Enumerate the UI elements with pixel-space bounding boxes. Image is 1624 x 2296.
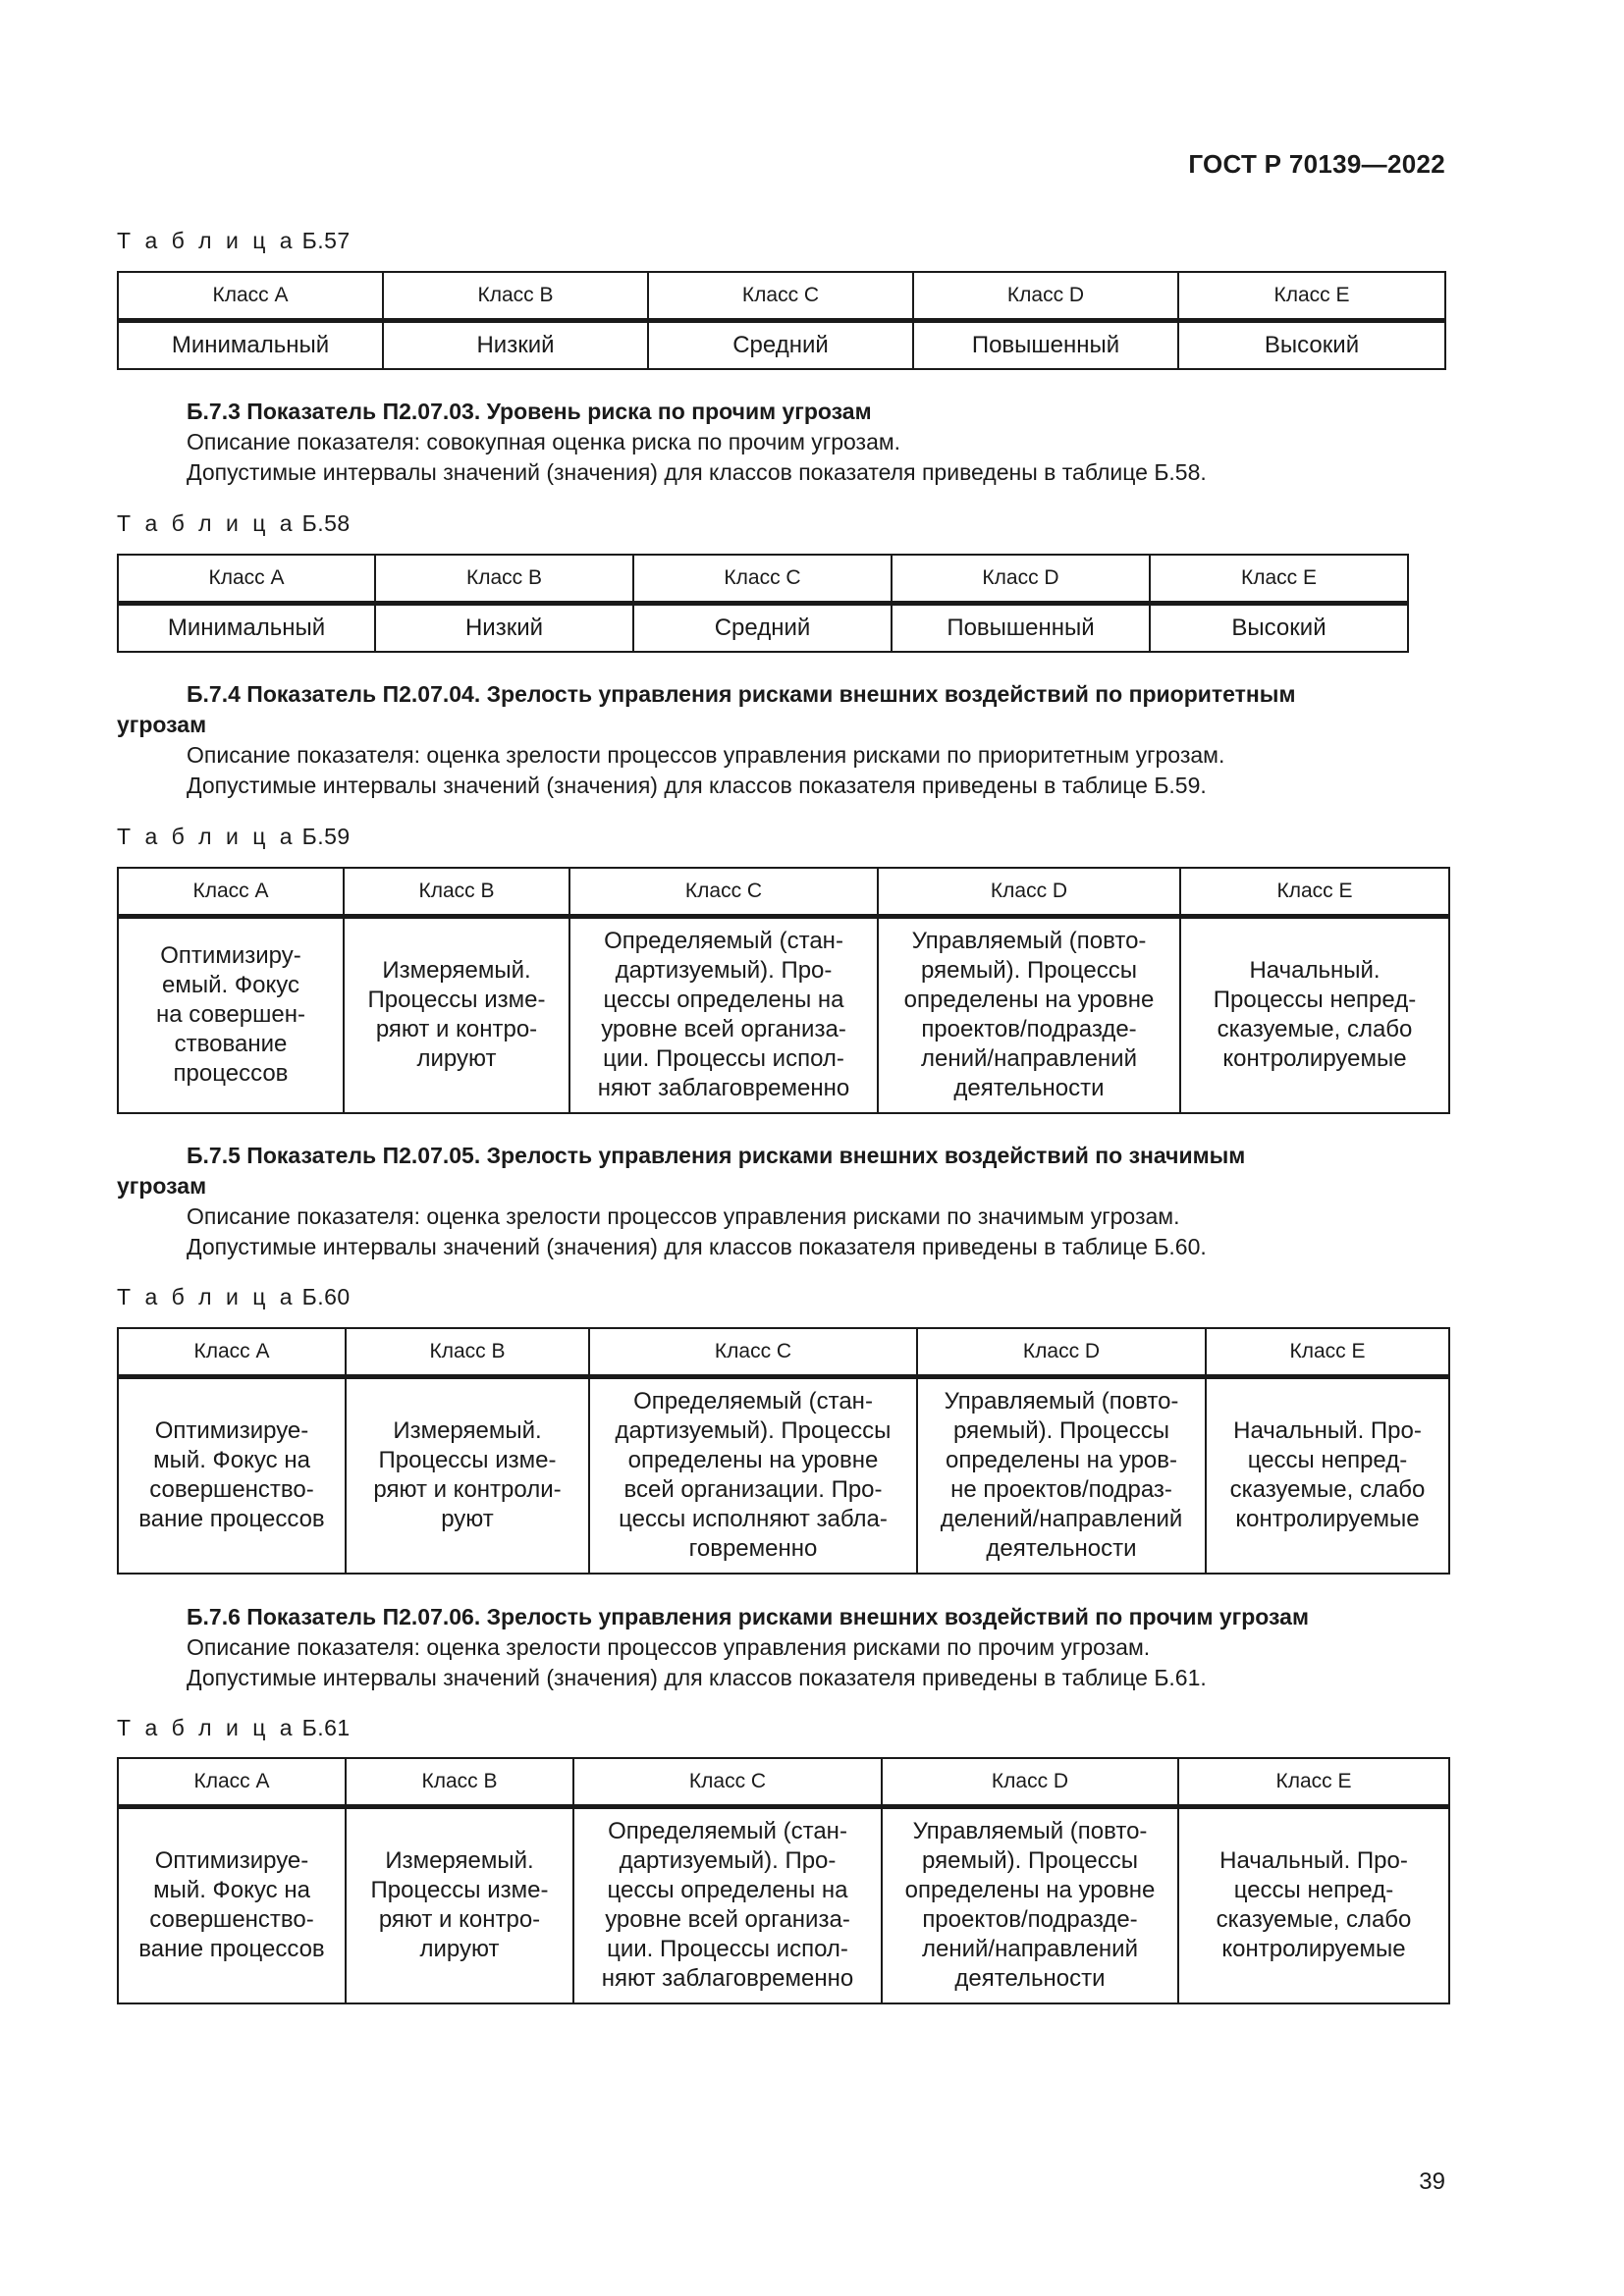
cell-class-d: Управляемый (повто- ряемый). Процессы определены на уровне проектов/подразде- лений/направлений деятельности: [882, 1807, 1178, 2003]
header-class-a: Класс A: [118, 1328, 346, 1377]
header-class-a: Класс A: [118, 868, 344, 917]
table-header-row: [118, 868, 1449, 917]
table-b58: [117, 554, 1409, 653]
caption-number: Б.57: [301, 228, 351, 253]
header-class-c: Класс C: [633, 555, 892, 604]
cell-class-d: Управляемый (повто- ряемый). Процессы определены на уров- не проектов/подраз- делений/направлений деятельности: [917, 1377, 1206, 1574]
section-description-b74: Описание показателя: оценка зрелости процессов управления рисками по приоритетным угрозам.: [187, 742, 1225, 768]
caption-number: Б.58: [301, 510, 351, 536]
cell-class-a: Оптимизиру- емый. Фокус на совершен- ствование процессов: [118, 917, 344, 1113]
header-class-d: Класс D: [892, 555, 1150, 604]
section-title-cont-b74: угрозам: [117, 712, 207, 737]
header-class-d: Класс D: [917, 1328, 1206, 1377]
table-row: [118, 1377, 1449, 1574]
header-class-d: Класс D: [913, 272, 1178, 321]
table-header-row: [118, 1328, 1449, 1377]
caption-number: Б.61: [301, 1715, 351, 1740]
header-class-c: Класс C: [573, 1758, 882, 1807]
section-title-b76: Б.7.6 Показатель П2.07.06. Зрелость управления рисками внешних воздействий по прочим угрозам: [187, 1604, 1309, 1629]
header-class-d: Класс D: [882, 1758, 1178, 1807]
cell-class-b: Измеряемый. Процессы изме- ряют и контроли- руют: [346, 1377, 589, 1574]
section-title-b75: Б.7.5 Показатель П2.07.05. Зрелость управления рисками внешних воздействий по значимым: [187, 1143, 1246, 1168]
section-description-b75: Описание показателя: оценка зрелости процессов управления рисками по значимым угрозам.: [187, 1203, 1180, 1229]
page-number: 39: [1419, 2168, 1445, 2195]
caption-word: Т а б л и ц а: [117, 228, 297, 253]
cell-class-a: Оптимизируе- мый. Фокус на совершенство- вание процессов: [118, 1377, 346, 1574]
cell-class-b: Низкий: [383, 321, 648, 369]
document-code-header: ГОСТ Р 70139—2022: [1188, 149, 1445, 179]
header-class-b: Класс B: [346, 1758, 573, 1807]
table-b60: [117, 1327, 1450, 1575]
section-intervals-b73: Допустимые интервалы значений (значения) для классов показателя приведены в таблице Б.58.: [187, 459, 1207, 485]
header-class-b: Класс B: [344, 868, 569, 917]
header-class-e: Класс E: [1178, 272, 1445, 321]
header-class-a: Класс A: [118, 1758, 346, 1807]
section-intervals-b75: Допустимые интервалы значений (значения) для классов показателя приведены в таблице Б.60.: [187, 1234, 1207, 1259]
cell-class-e: Высокий: [1178, 321, 1445, 369]
cell-class-d: Повышенный: [892, 604, 1150, 652]
header-class-e: Класс E: [1206, 1328, 1449, 1377]
table-header-row: [118, 272, 1445, 321]
cell-class-b: Низкий: [375, 604, 633, 652]
section-title-cont-b75: угрозам: [117, 1173, 207, 1199]
caption-number: Б.60: [301, 1284, 351, 1309]
section-title-b74: Б.7.4 Показатель П2.07.04. Зрелость управления рисками внешних воздействий по приоритетным: [187, 681, 1296, 707]
cell-class-c: Средний: [633, 604, 892, 652]
cell-class-e: Начальный. Процессы непред- сказуемые, слабо контролируемые: [1180, 917, 1449, 1113]
table-row: [118, 1807, 1449, 2003]
cell-class-c: Определяемый (стан- дартизуемый). Про- цессы определены на уровне всей организа- ции. Процессы испол- няют заблаговременно: [569, 917, 878, 1113]
caption-word: Т а б л и ц а: [117, 1715, 297, 1740]
table-header-row: [118, 555, 1408, 604]
table-b57: [117, 271, 1446, 370]
table-b61: [117, 1757, 1450, 2004]
section-description-b73: Описание показателя: совокупная оценка риска по прочим угрозам.: [187, 429, 901, 454]
header-class-a: Класс A: [118, 555, 375, 604]
caption-word: Т а б л и ц а: [117, 510, 297, 536]
cell-class-a: Оптимизируе- мый. Фокус на совершенство- вание процессов: [118, 1807, 346, 2003]
header-class-c: Класс C: [569, 868, 878, 917]
cell-class-a: Минимальный: [118, 604, 375, 652]
table-caption-b57: [117, 228, 351, 254]
table-header-row: [118, 1758, 1449, 1807]
caption-number: Б.59: [301, 824, 351, 849]
cell-class-c: Определяемый (стан- дартизуемый). Про- цессы определены на уровне всей организа- ции. Процессы испол- няют заблаговременно: [573, 1807, 882, 2003]
header-class-c: Класс C: [589, 1328, 917, 1377]
header-class-d: Класс D: [878, 868, 1180, 917]
section-intervals-b76: Допустимые интервалы значений (значения) для классов показателя приведены в таблице Б.61.: [187, 1665, 1207, 1690]
table-row: [118, 917, 1449, 1113]
caption-word: Т а б л и ц а: [117, 1284, 297, 1309]
section-description-b76: Описание показателя: оценка зрелости процессов управления рисками по прочим угрозам.: [187, 1634, 1151, 1660]
header-class-b: Класс B: [346, 1328, 589, 1377]
header-class-e: Класс E: [1178, 1758, 1449, 1807]
table-caption-b61: [117, 1715, 351, 1741]
cell-class-b: Измеряемый. Процессы изме- ряют и контро- лируют: [346, 1807, 573, 2003]
cell-class-e: Начальный. Про- цессы непред- сказуемые, слабо контролируемые: [1206, 1377, 1449, 1574]
cell-class-e: Начальный. Про- цессы непред- сказуемые, слабо контролируемые: [1178, 1807, 1449, 2003]
header-class-e: Класс E: [1180, 868, 1449, 917]
section-intervals-b74: Допустимые интервалы значений (значения) для классов показателя приведены в таблице Б.59.: [187, 773, 1207, 798]
header-class-e: Класс E: [1150, 555, 1408, 604]
cell-class-c: Средний: [648, 321, 913, 369]
table-row: [118, 604, 1408, 652]
header-class-b: Класс B: [375, 555, 633, 604]
table-row: [118, 321, 1445, 369]
header-class-c: Класс C: [648, 272, 913, 321]
table-caption-b60: [117, 1284, 351, 1310]
cell-class-c: Определяемый (стан- дартизуемый). Процессы определены на уровне всей организации. Про- цессы исполняют забла- говременно: [589, 1377, 917, 1574]
header-class-a: Класс A: [118, 272, 383, 321]
cell-class-a: Минимальный: [118, 321, 383, 369]
caption-word: Т а б л и ц а: [117, 824, 297, 849]
table-caption-b58: [117, 510, 351, 537]
cell-class-b: Измеряемый. Процессы изме- ряют и контро- лируют: [344, 917, 569, 1113]
cell-class-d: Управляемый (повто- ряемый). Процессы определены на уровне проектов/подразде- лений/направлений деятельности: [878, 917, 1180, 1113]
table-caption-b59: [117, 824, 351, 850]
cell-class-d: Повышенный: [913, 321, 1178, 369]
section-title-b73: Б.7.3 Показатель П2.07.03. Уровень риска по прочим угрозам: [187, 399, 872, 424]
cell-class-e: Высокий: [1150, 604, 1408, 652]
table-b59: [117, 867, 1450, 1114]
header-class-b: Класс B: [383, 272, 648, 321]
